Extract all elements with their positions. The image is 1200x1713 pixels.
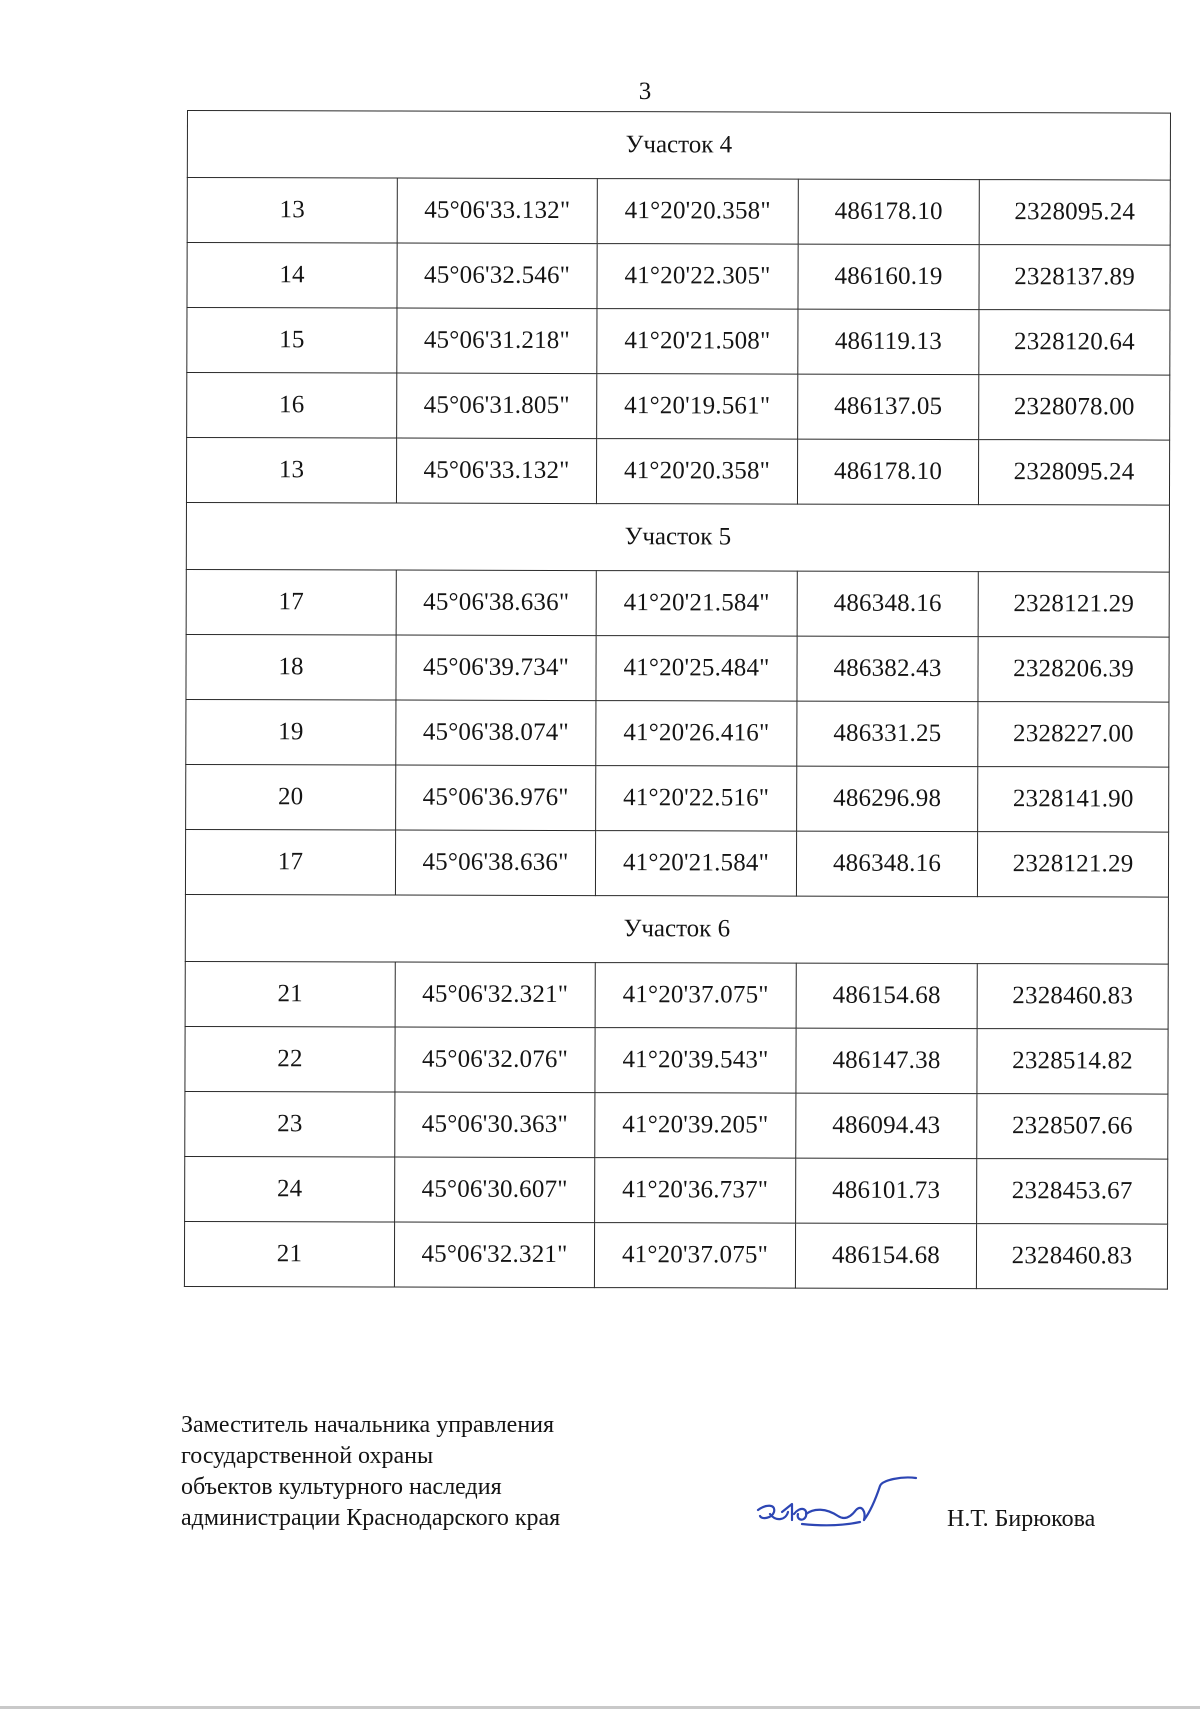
- section-header-row: [185, 894, 1168, 964]
- x-coordinate-cell: 486348.16: [797, 571, 978, 636]
- y-coordinate-cell: 2328206.39: [978, 637, 1169, 702]
- table-row: [185, 1026, 1168, 1094]
- signatory-title-line: объектов культурного наследия: [181, 1474, 502, 1500]
- longitude-cell: 41°20'21.584": [595, 831, 796, 897]
- y-coordinate-cell: 2328120.64: [979, 310, 1170, 375]
- latitude-cell: 45°06'32.546": [397, 243, 597, 309]
- section-title: Участок 4: [187, 111, 1170, 181]
- point-number-cell: 18: [186, 634, 396, 700]
- table-row: [185, 961, 1168, 1029]
- point-number-cell: 24: [185, 1156, 395, 1222]
- latitude-cell: 45°06'38.074": [396, 700, 596, 766]
- longitude-cell: 41°20'39.543": [595, 1028, 796, 1094]
- y-coordinate-cell: 2328227.00: [978, 702, 1169, 767]
- scan-edge-line: [0, 1706, 1200, 1709]
- point-number-cell: 14: [187, 243, 397, 309]
- x-coordinate-cell: 486178.10: [797, 439, 978, 504]
- point-number-cell: 20: [186, 764, 396, 830]
- point-number-cell: 21: [185, 961, 395, 1027]
- signatory-title-line: администрации Краснодарского края: [181, 1505, 561, 1531]
- longitude-cell: 41°20'22.516": [596, 766, 797, 832]
- longitude-cell: 41°20'25.484": [596, 636, 797, 702]
- latitude-cell: 45°06'30.607": [395, 1157, 595, 1223]
- point-number-cell: 23: [185, 1091, 395, 1157]
- y-coordinate-cell: 2328141.90: [978, 767, 1169, 832]
- point-number-cell: 22: [185, 1026, 395, 1092]
- latitude-cell: 45°06'32.321": [394, 1222, 594, 1288]
- table-row: [184, 1221, 1167, 1289]
- x-coordinate-cell: 486154.68: [795, 1223, 976, 1288]
- section-header-row: [187, 111, 1170, 181]
- signature-block: [181, 1410, 560, 1534]
- x-coordinate-cell: 486178.10: [798, 179, 979, 244]
- table-row: [186, 438, 1169, 506]
- y-coordinate-cell: 2328514.82: [977, 1029, 1168, 1094]
- table-row: [185, 1091, 1168, 1159]
- longitude-cell: 41°20'36.737": [595, 1158, 796, 1224]
- x-coordinate-cell: 486348.16: [796, 831, 977, 896]
- longitude-cell: 41°20'21.508": [597, 309, 798, 375]
- longitude-cell: 41°20'19.561": [597, 374, 798, 440]
- longitude-cell: 41°20'39.205": [595, 1093, 796, 1159]
- x-coordinate-cell: 486119.13: [798, 309, 979, 374]
- y-coordinate-cell: 2328453.67: [977, 1159, 1168, 1225]
- point-number-cell: 15: [187, 308, 397, 374]
- table-row: [186, 764, 1169, 832]
- y-coordinate-cell: 2328078.00: [979, 375, 1170, 440]
- table-row: [187, 178, 1170, 246]
- table-row: [185, 1156, 1168, 1224]
- latitude-cell: 45°06'36.976": [396, 765, 596, 831]
- x-coordinate-cell: 486101.73: [796, 1158, 977, 1223]
- signer-name: Н.Т. Бирюкова: [947, 1506, 1096, 1532]
- point-number-cell: 19: [186, 699, 396, 765]
- latitude-cell: 45°06'32.321": [395, 962, 595, 1028]
- point-number-cell: 17: [185, 829, 395, 895]
- signatory-title-line: государственной охраны: [181, 1443, 434, 1469]
- longitude-cell: 41°20'37.075": [594, 1223, 795, 1289]
- section-header-row: [186, 502, 1169, 572]
- y-coordinate-cell: 2328137.89: [979, 245, 1170, 310]
- longitude-cell: 41°20'20.358": [596, 439, 797, 505]
- x-coordinate-cell: 486331.25: [797, 701, 978, 766]
- x-coordinate-cell: 486147.38: [796, 1028, 977, 1093]
- latitude-cell: 45°06'39.734": [396, 635, 596, 701]
- y-coordinate-cell: 2328095.24: [978, 440, 1169, 505]
- latitude-cell: 45°06'33.132": [397, 178, 597, 244]
- x-coordinate-cell: 486296.98: [797, 766, 978, 831]
- latitude-cell: 45°06'32.076": [395, 1027, 595, 1093]
- x-coordinate-cell: 486094.43: [796, 1093, 977, 1158]
- x-coordinate-cell: 486382.43: [797, 636, 978, 701]
- latitude-cell: 45°06'33.132": [396, 438, 596, 504]
- longitude-cell: 41°20'20.358": [597, 179, 798, 245]
- signatory-title-line: Заместитель начальника управления: [181, 1412, 555, 1438]
- latitude-cell: 45°06'38.636": [395, 830, 595, 896]
- section-title: Участок 6: [185, 894, 1168, 964]
- table-row: [187, 373, 1170, 441]
- section-title: Участок 5: [186, 502, 1169, 572]
- table-row: [186, 634, 1169, 702]
- latitude-cell: 45°06'38.636": [396, 570, 596, 636]
- y-coordinate-cell: 2328507.66: [977, 1094, 1168, 1159]
- latitude-cell: 45°06'31.218": [397, 308, 597, 374]
- handwritten-signature: [752, 1468, 922, 1538]
- table-row: [185, 829, 1168, 897]
- page-number: 3: [638, 78, 652, 105]
- table-row: [187, 308, 1170, 376]
- x-coordinate-cell: 486137.05: [798, 374, 979, 439]
- longitude-cell: 41°20'37.075": [595, 963, 796, 1029]
- y-coordinate-cell: 2328460.83: [977, 964, 1168, 1029]
- x-coordinate-cell: 486160.19: [798, 244, 979, 309]
- point-number-cell: 13: [186, 438, 396, 504]
- y-coordinate-cell: 2328460.83: [976, 1224, 1167, 1290]
- longitude-cell: 41°20'26.416": [596, 701, 797, 767]
- y-coordinate-cell: 2328121.29: [978, 572, 1169, 637]
- table-row: [187, 243, 1170, 311]
- point-number-cell: 17: [186, 569, 396, 635]
- latitude-cell: 45°06'30.363": [395, 1092, 595, 1158]
- latitude-cell: 45°06'31.805": [397, 373, 597, 439]
- x-coordinate-cell: 486154.68: [796, 963, 977, 1028]
- table-row: [186, 569, 1169, 637]
- longitude-cell: 41°20'22.305": [597, 244, 798, 310]
- y-coordinate-cell: 2328095.24: [979, 180, 1170, 245]
- longitude-cell: 41°20'21.584": [596, 571, 797, 637]
- point-number-cell: 21: [184, 1221, 394, 1287]
- y-coordinate-cell: 2328121.29: [977, 832, 1168, 897]
- table-row: [186, 699, 1169, 767]
- coordinates-table: [184, 110, 1171, 1290]
- point-number-cell: 13: [187, 178, 397, 244]
- point-number-cell: 16: [187, 373, 397, 439]
